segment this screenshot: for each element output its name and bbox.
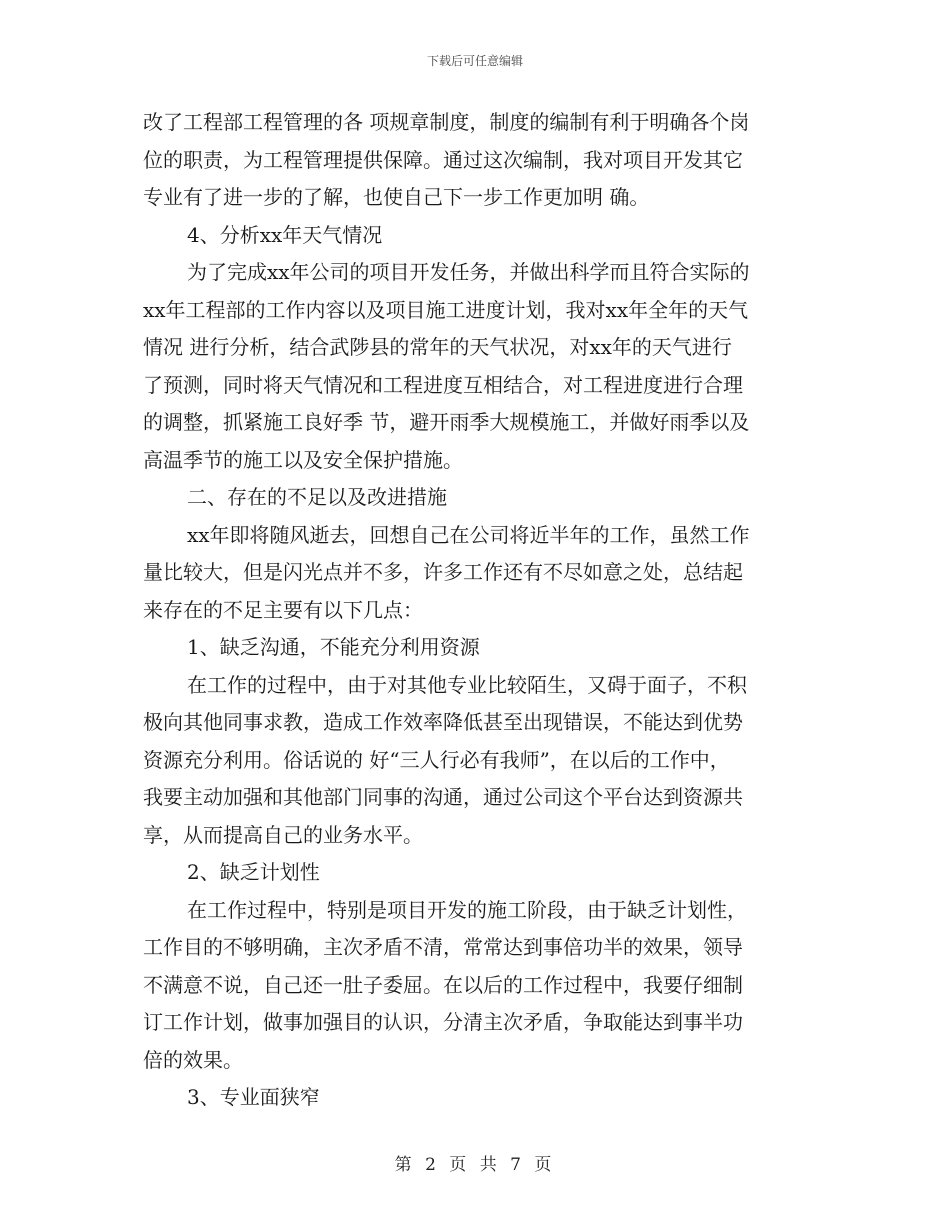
text-line: 为了完成xx年公司的项目开发任务，并做出科学而且符合实际的 [187,260,750,284]
document-body [143,104,809,1117]
text-line: 4、分析xx年天气情况 [187,222,383,247]
text-line: 订工作计划，做事加强目的认识，分清主次矛盾，争取能达到事半功 [143,1010,743,1034]
text-line: xx年工程部的工作内容以及项目施工进度计划，我对xx年全年的天气 [143,297,749,322]
text-line: 资源充分利用。俗话说的 好“三人行必有我师”，在以后的工作中， [143,747,730,772]
text-line: 的调整，抓紧施工良好季 节，避开雨季大规模施工，并做好雨季以及 [143,410,750,434]
text-line: 2、缺乏计划性 [187,860,320,884]
text-line: 在工作的过程中，由于对其他专业比较陌生，又碍于面子，不积 [187,672,747,697]
text-line: 专业有了进一步的了解，也使自己下一步工作更加明 确。 [143,185,650,209]
page-number-footer: 第 2 页 共 7 页 [394,1155,556,1175]
text-line: 量比较大，但是闪光点并不多，许多工作还有不尽如意之处，总结起 [143,560,743,584]
text-line: 极向其他同事求教，造成工作效率降低甚至出现错误，不能达到优势 [143,710,743,734]
text-line: 1、缺乏沟通，不能充分利用资源 [187,635,480,659]
text-line: 了预测，同时将天气情况和工程进度互相结合，对工程进度进行合理 [143,372,743,397]
text-line: 情况 进行分析，结合武陟县的常年的天气状况，对xx年的天气进行 [143,335,732,359]
text-line: 改了工程部工程管理的各 项规章制度，制度的编制有利于明确各个岗 [143,110,750,134]
text-line: 二、存在的不足以及改进措施 [187,485,447,509]
text-line: 在工作过程中，特别是项目开发的施工阶段，由于缺乏计划性， [187,897,747,922]
text-line: 我要主动加强和其他部门同事的沟通，通过公司这个平台达到资源共 [143,785,743,809]
text-line: 位的职责，为工程管理提供保障。通过这次编制，我对项目开发其它 [143,147,743,172]
text-line: 不满意不说，自己还一肚子委屈。在以后的工作过程中，我要仔细制 [143,972,743,997]
text-line: xx年即将随风逝去，回想自己在公司将近半年的工作，虽然工作 [187,522,750,547]
page-header: 下载后可任意编辑 [426,54,523,68]
text-line: 来存在的不足主要有以下几点： [143,597,423,622]
text-line: 享，从而提高自己的业务水平。 [143,822,423,847]
text-line: 倍的效果。 [143,1047,243,1072]
text-line: 高温季节的施工以及安全保护措施。 [143,447,463,472]
text-line: 3、专业面狭窄 [187,1085,320,1109]
text-line: 工作目的不够明确，主次矛盾不清，常常达到事倍功半的效果，领导 [143,935,743,959]
